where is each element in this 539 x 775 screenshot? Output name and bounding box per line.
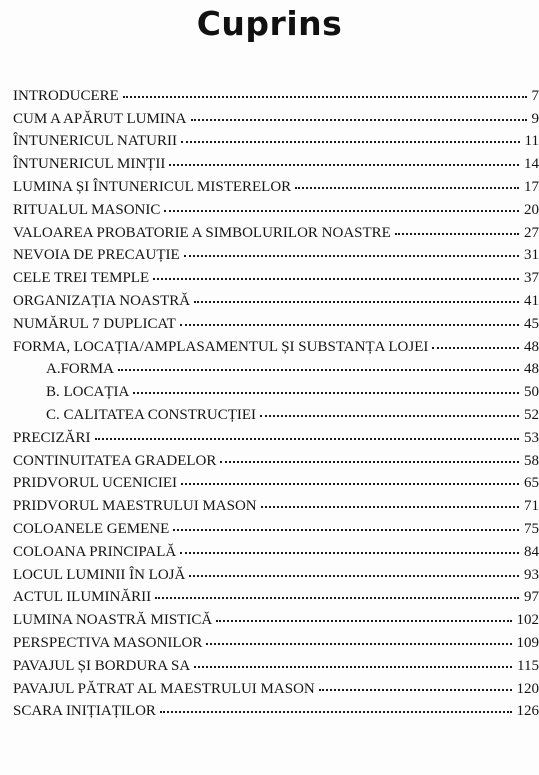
toc-entry <box>0 128 539 151</box>
toc-entry <box>0 424 539 447</box>
toc-entry-page: 14 <box>524 156 539 173</box>
toc-entry-label: RITUALUL MASONIC <box>13 201 161 218</box>
toc-entry <box>0 150 539 173</box>
toc-entry <box>0 82 539 105</box>
toc-entry <box>0 675 539 698</box>
toc-entry <box>0 105 539 128</box>
toc-entry <box>0 287 539 310</box>
dot-leader <box>260 415 519 417</box>
toc-entry-label: VALOAREA PROBATORIE A SIMBOLURILOR NOASTRE <box>13 224 391 241</box>
dot-leader <box>432 347 519 349</box>
page-title: Cuprins <box>196 4 343 43</box>
toc-entry <box>0 470 539 493</box>
dot-leader <box>95 438 519 440</box>
toc-entry-label: PERSPECTIVA MASONILOR <box>13 634 203 651</box>
toc-entry-page: 50 <box>524 384 539 401</box>
toc-entry-page: 65 <box>524 475 539 492</box>
toc-entry <box>0 515 539 538</box>
toc-entry <box>0 629 539 652</box>
toc-entry-label: ACTUL ILUMINĂRII <box>13 589 152 606</box>
dot-leader <box>133 392 519 394</box>
toc-entry-page: 109 <box>516 634 539 651</box>
toc-entry-label: ORGANIZAȚIA NOASTRĂ <box>13 292 191 309</box>
toc-entry-page: 37 <box>524 270 539 287</box>
toc-entry <box>0 333 539 356</box>
toc-entry-page: 11 <box>524 133 539 150</box>
dot-leader <box>216 620 511 622</box>
toc-entry <box>0 652 539 675</box>
dot-leader <box>118 369 519 371</box>
dot-leader <box>191 119 527 121</box>
toc-subentry <box>0 356 539 379</box>
toc-entry-label: PRIDVORUL MAESTRULUI MASON <box>13 498 257 515</box>
dot-leader <box>395 233 519 235</box>
toc-entry-label: NUMĂRUL 7 DUPLICAT <box>13 315 176 332</box>
toc-entry <box>0 264 539 287</box>
toc-entry-page: 7 <box>531 87 539 104</box>
toc-entry-label: NEVOIA DE PRECAUȚIE <box>13 247 180 264</box>
toc-entry-label: PRECIZĂRI <box>13 429 91 446</box>
toc-entry <box>0 242 539 265</box>
toc-entry-page: 20 <box>524 201 539 218</box>
toc-entry <box>0 606 539 629</box>
dot-leader <box>206 643 511 645</box>
dot-leader <box>123 96 527 98</box>
toc-entry-page: 97 <box>524 589 539 606</box>
toc-entry <box>0 173 539 196</box>
toc-entry-page: 115 <box>517 657 539 674</box>
dot-leader <box>153 278 519 280</box>
toc-entry <box>0 492 539 515</box>
toc-entry-page: 93 <box>524 566 539 583</box>
toc-entry-label: COLOANA PRINCIPALĂ <box>13 543 177 560</box>
toc-subentry <box>0 378 539 401</box>
toc-entry-page: 102 <box>516 612 539 629</box>
toc-entry-page: 120 <box>516 680 539 697</box>
toc-entry-page: 45 <box>524 315 539 332</box>
toc-entry-page: 31 <box>524 247 539 264</box>
toc-entry-page: 58 <box>524 452 539 469</box>
dot-leader <box>194 666 512 668</box>
toc-entry-page: 48 <box>524 361 539 378</box>
toc-entry-page: 84 <box>524 543 539 560</box>
toc-entry-label: PAVAJUL ȘI BORDURA SA <box>13 657 191 674</box>
toc-entry-label: PRIDVORUL UCENICIEI <box>13 475 178 492</box>
toc-entry-label: CUM A APĂRUT LUMINA <box>13 110 187 127</box>
toc-entry-label: LOCUL LUMINII ÎN LOJĂ <box>13 566 186 583</box>
toc-entry <box>0 219 539 242</box>
toc-entry-label: SCARA INIȚIAȚILOR <box>13 703 156 720</box>
toc-entry-label: COLOANELE GEMENE <box>13 520 170 537</box>
toc-entry-label: FORMA, LOCAȚIA/AMPLASAMENTUL ȘI SUBSTANȚA LOJEI <box>13 338 429 355</box>
toc-entry-page: 17 <box>524 178 539 195</box>
table-of-contents <box>0 82 539 720</box>
toc-entry-label: ÎNTUNERICUL MINȚII <box>13 156 166 173</box>
dot-leader <box>220 461 519 463</box>
toc-entry <box>0 310 539 333</box>
toc-entry <box>0 447 539 470</box>
toc-entry-label: C. CALITATEA CONSTRUCȚIEI <box>46 406 257 423</box>
toc-entry-page: 9 <box>531 110 539 127</box>
dot-leader <box>184 255 519 257</box>
toc-entry-label: CONTINUITATEA GRADELOR <box>13 452 217 469</box>
toc-entry-page: 71 <box>524 498 539 515</box>
toc-entry-page: 126 <box>516 703 539 720</box>
dot-leader <box>295 187 519 189</box>
dot-leader <box>261 506 519 508</box>
dot-leader <box>180 324 519 326</box>
dot-leader <box>180 552 519 554</box>
dot-leader <box>155 597 519 599</box>
dot-leader <box>169 164 519 166</box>
toc-entry-label: LUMINA ȘI ÎNTUNERICUL MISTERELOR <box>13 178 292 195</box>
dot-leader <box>160 711 512 713</box>
dot-leader <box>173 529 519 531</box>
toc-entry <box>0 538 539 561</box>
dot-leader <box>164 210 519 212</box>
toc-entry <box>0 196 539 219</box>
toc-entry-label: B. LOCAȚIA <box>46 384 130 401</box>
toc-entry-page: 48 <box>524 338 539 355</box>
dot-leader <box>181 483 519 485</box>
toc-entry <box>0 561 539 584</box>
toc-entry-label: CELE TREI TEMPLE <box>13 270 150 287</box>
toc-entry-page: 41 <box>524 292 539 309</box>
dot-leader <box>319 689 512 691</box>
toc-entry <box>0 698 539 721</box>
dot-leader <box>189 575 519 577</box>
dot-leader <box>181 141 520 143</box>
toc-entry <box>0 584 539 607</box>
toc-entry-label: INTRODUCERE <box>13 87 119 104</box>
toc-entry-page: 52 <box>524 406 539 423</box>
toc-entry-page: 53 <box>524 429 539 446</box>
toc-entry-label: LUMINA NOASTRĂ MISTICĂ <box>13 612 213 629</box>
toc-subentry <box>0 401 539 424</box>
toc-entry-page: 27 <box>524 224 539 241</box>
toc-entry-label: A.FORMA <box>46 361 114 378</box>
toc-entry-label: PAVAJUL PĂTRAT AL MAESTRULUI MASON <box>13 680 315 697</box>
dot-leader <box>194 301 519 303</box>
toc-entry-label: ÎNTUNERICUL NATURII <box>13 133 178 150</box>
toc-entry-page: 75 <box>524 520 539 537</box>
